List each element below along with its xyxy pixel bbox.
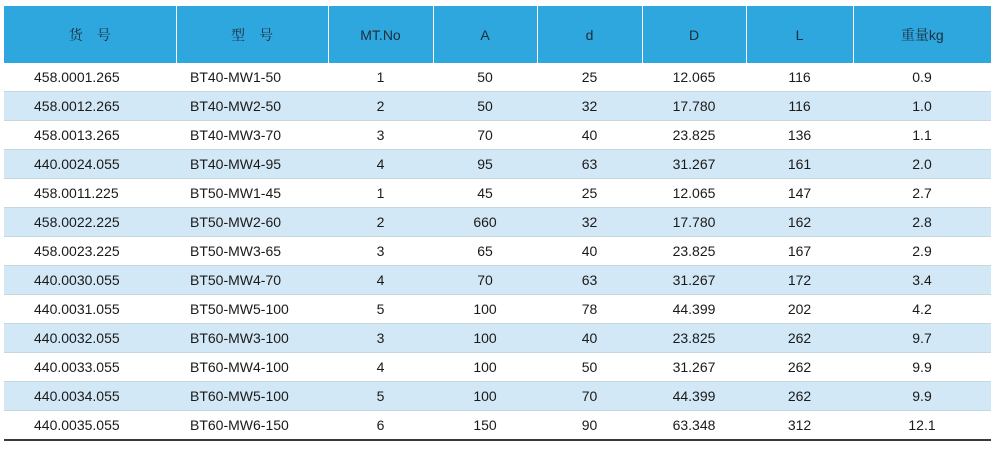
cell-weight: 2.8	[853, 208, 991, 237]
header-cell-d-large: D	[642, 6, 746, 63]
cell-a: 50	[433, 92, 537, 121]
table-row	[4, 266, 991, 295]
cell-d-large: 63.348	[642, 411, 746, 441]
cell-weight: 2.0	[853, 150, 991, 179]
cell-a: 100	[433, 353, 537, 382]
cell-a: 150	[433, 411, 537, 441]
header-cell-weight: 重量kg	[853, 6, 991, 63]
cell-d-large: 12.065	[642, 179, 746, 208]
cell-weight: 4.2	[853, 295, 991, 324]
cell-item-no: 458.0023.225	[4, 237, 176, 266]
cell-item-no: 440.0030.055	[4, 266, 176, 295]
cell-d-large: 23.825	[642, 324, 746, 353]
cell-d-small: 40	[537, 237, 642, 266]
cell-d-large: 12.065	[642, 63, 746, 92]
cell-d-large: 23.825	[642, 121, 746, 150]
cell-mt-no: 5	[328, 295, 433, 324]
table-row	[4, 179, 991, 208]
cell-d-small: 40	[537, 324, 642, 353]
cell-weight: 0.9	[853, 63, 991, 92]
cell-l: 162	[746, 208, 853, 237]
cell-a: 100	[433, 324, 537, 353]
cell-l: 147	[746, 179, 853, 208]
cell-a: 70	[433, 266, 537, 295]
table-row	[4, 237, 991, 266]
cell-a: 100	[433, 295, 537, 324]
spec-table-container	[4, 6, 991, 441]
cell-item-no: 440.0033.055	[4, 353, 176, 382]
header-cell-l: L	[746, 6, 853, 63]
cell-mt-no: 5	[328, 382, 433, 411]
cell-l: 262	[746, 382, 853, 411]
cell-model: BT50-MW3-65	[176, 237, 328, 266]
cell-d-small: 25	[537, 63, 642, 92]
cell-a: 45	[433, 179, 537, 208]
header-cell-a: A	[433, 6, 537, 63]
cell-a: 100	[433, 382, 537, 411]
cell-model: BT50-MW2-60	[176, 208, 328, 237]
table-row	[4, 411, 991, 441]
cell-model: BT60-MW3-100	[176, 324, 328, 353]
table-row	[4, 382, 991, 411]
cell-weight: 2.7	[853, 179, 991, 208]
cell-mt-no: 2	[328, 92, 433, 121]
cell-d-small: 90	[537, 411, 642, 441]
cell-d-large: 17.780	[642, 92, 746, 121]
cell-l: 262	[746, 353, 853, 382]
cell-model: BT50-MW5-100	[176, 295, 328, 324]
cell-a: 70	[433, 121, 537, 150]
cell-l: 161	[746, 150, 853, 179]
cell-model: BT60-MW6-150	[176, 411, 328, 441]
table-body	[4, 63, 991, 440]
cell-l: 172	[746, 266, 853, 295]
cell-d-large: 31.267	[642, 266, 746, 295]
cell-model: BT40-MW4-95	[176, 150, 328, 179]
cell-weight: 2.9	[853, 237, 991, 266]
cell-item-no: 458.0022.225	[4, 208, 176, 237]
cell-l: 136	[746, 121, 853, 150]
cell-a: 95	[433, 150, 537, 179]
cell-d-small: 32	[537, 92, 642, 121]
cell-mt-no: 6	[328, 411, 433, 441]
cell-d-large: 17.780	[642, 208, 746, 237]
cell-mt-no: 1	[328, 63, 433, 92]
cell-l: 262	[746, 324, 853, 353]
cell-model: BT40-MW2-50	[176, 92, 328, 121]
cell-d-large: 31.267	[642, 353, 746, 382]
table-row	[4, 121, 991, 150]
cell-l: 167	[746, 237, 853, 266]
cell-d-large: 44.399	[642, 295, 746, 324]
cell-item-no: 440.0034.055	[4, 382, 176, 411]
cell-model: BT50-MW1-45	[176, 179, 328, 208]
spec-table	[4, 6, 991, 441]
table-row	[4, 324, 991, 353]
cell-mt-no: 1	[328, 179, 433, 208]
table-header	[4, 6, 991, 63]
cell-mt-no: 3	[328, 324, 433, 353]
cell-weight: 9.9	[853, 353, 991, 382]
cell-item-no: 440.0032.055	[4, 324, 176, 353]
cell-model: BT60-MW4-100	[176, 353, 328, 382]
cell-mt-no: 3	[328, 237, 433, 266]
cell-l: 116	[746, 92, 853, 121]
cell-model: BT50-MW4-70	[176, 266, 328, 295]
cell-weight: 12.1	[853, 411, 991, 441]
cell-mt-no: 3	[328, 121, 433, 150]
cell-a: 65	[433, 237, 537, 266]
header-cell-model: 型 号	[176, 6, 328, 63]
cell-item-no: 440.0035.055	[4, 411, 176, 441]
cell-a: 660	[433, 208, 537, 237]
cell-weight: 3.4	[853, 266, 991, 295]
cell-l: 312	[746, 411, 853, 441]
cell-item-no: 440.0031.055	[4, 295, 176, 324]
header-row	[4, 6, 991, 63]
cell-item-no: 458.0011.225	[4, 179, 176, 208]
cell-d-small: 25	[537, 179, 642, 208]
cell-weight: 9.7	[853, 324, 991, 353]
cell-model: BT40-MW1-50	[176, 63, 328, 92]
cell-d-large: 44.399	[642, 382, 746, 411]
cell-a: 50	[433, 63, 537, 92]
cell-d-large: 23.825	[642, 237, 746, 266]
table-row	[4, 92, 991, 121]
header-cell-mt-no: MT.No	[328, 6, 433, 63]
cell-item-no: 440.0024.055	[4, 150, 176, 179]
cell-model: BT60-MW5-100	[176, 382, 328, 411]
cell-d-small: 78	[537, 295, 642, 324]
cell-mt-no: 4	[328, 150, 433, 179]
cell-d-small: 32	[537, 208, 642, 237]
cell-item-no: 458.0012.265	[4, 92, 176, 121]
cell-weight: 1.0	[853, 92, 991, 121]
cell-l: 202	[746, 295, 853, 324]
header-cell-item-no: 货 号	[4, 6, 176, 63]
cell-mt-no: 4	[328, 266, 433, 295]
cell-d-small: 40	[537, 121, 642, 150]
table-row	[4, 63, 991, 92]
cell-item-no: 458.0013.265	[4, 121, 176, 150]
cell-item-no: 458.0001.265	[4, 63, 176, 92]
cell-d-small: 63	[537, 150, 642, 179]
table-row	[4, 208, 991, 237]
cell-mt-no: 4	[328, 353, 433, 382]
cell-d-small: 70	[537, 382, 642, 411]
cell-model: BT40-MW3-70	[176, 121, 328, 150]
table-row	[4, 295, 991, 324]
header-cell-d-small: d	[537, 6, 642, 63]
cell-l: 116	[746, 63, 853, 92]
cell-weight: 9.9	[853, 382, 991, 411]
cell-weight: 1.1	[853, 121, 991, 150]
cell-d-large: 31.267	[642, 150, 746, 179]
cell-mt-no: 2	[328, 208, 433, 237]
table-row	[4, 150, 991, 179]
cell-d-small: 63	[537, 266, 642, 295]
cell-d-small: 50	[537, 353, 642, 382]
table-row	[4, 353, 991, 382]
